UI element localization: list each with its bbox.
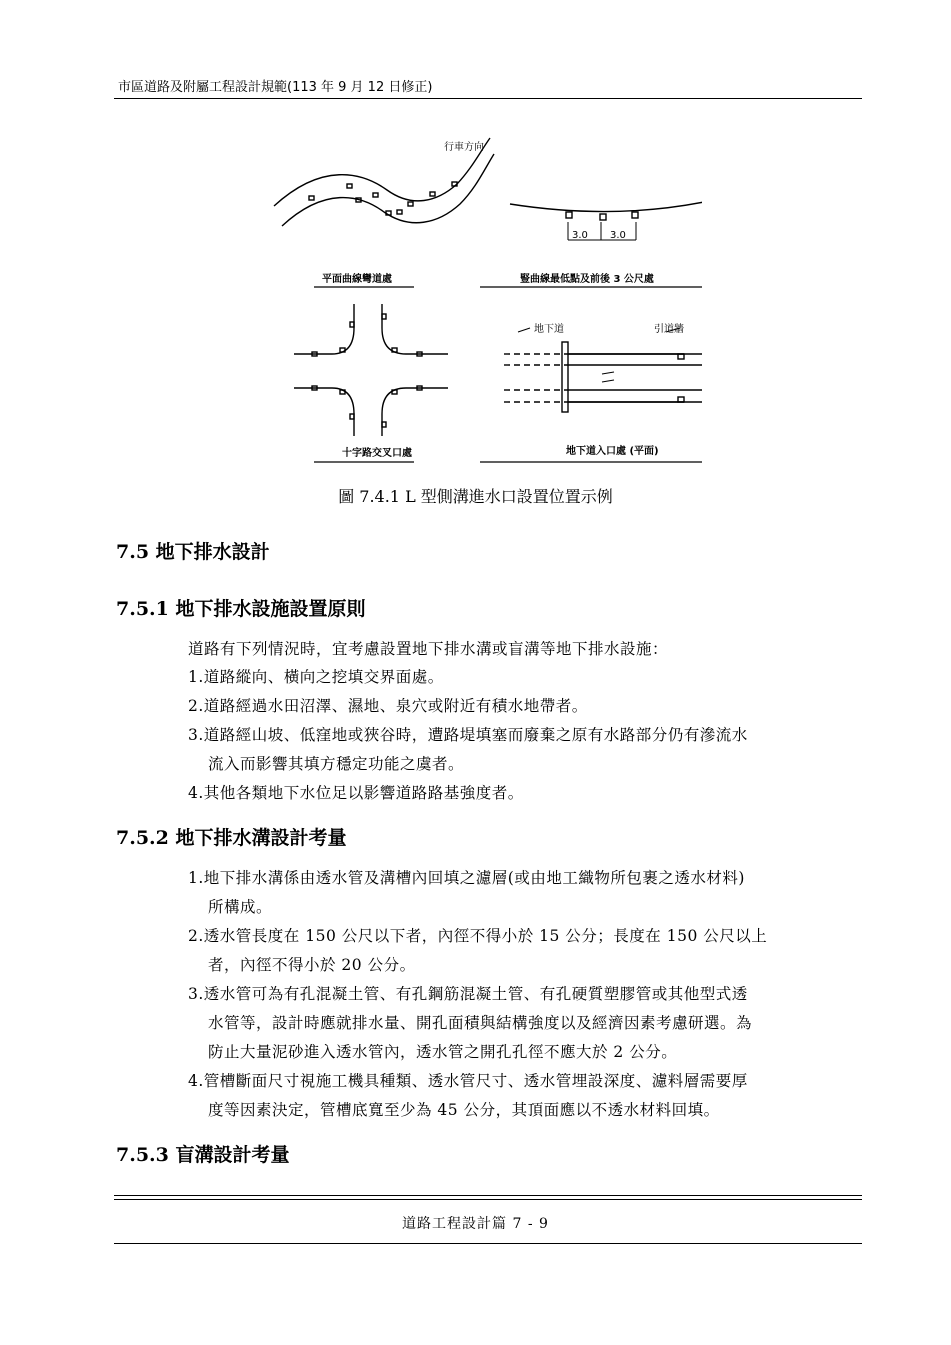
dimension-label-a: 3.0 [572,230,588,241]
section-heading-7-5: 7.5 地下排水設計 [116,541,270,563]
list-item-continuation: 防止大量泥砂進入透水管內，透水管之開孔孔徑不應大於 2 公分。 [208,1043,678,1061]
figure-7-4-1 [262,132,702,466]
list-item: 3.道路經山坡、低窪地或狹谷時，遭路堤填塞而廢棄之原有水路部分仍有滲流水 [188,726,748,744]
list-item: 4.其他各類地下水位足以影響道路路基強度者。 [188,784,524,802]
footer-rule-bottom [114,1243,862,1244]
list-item: 4.管槽斷面尺寸視施工機具種類、透水管尺寸、透水管埋設深度、濾料層需要厚 [188,1072,748,1090]
figure-caption: 圖 7.4.1 L 型側溝進水口設置位置示例 [338,487,613,506]
section-heading-7-5-2: 7.5.2 地下排水溝設計考量 [116,827,347,849]
list-item: 2.透水管長度在 150 公尺以下者，內徑不得小於 15 公分；長度在 150 公尺以上 [188,927,768,945]
underpass-entry-label: 地下道入口處 (平面) [566,446,659,457]
intersection-label: 十字路交叉口處 [342,448,412,459]
list-item: 1.地下排水溝係由透水管及溝槽內回填之濾層(或由地工織物所包裹之透水材料) [188,869,745,887]
list-item: 2.道路經過水田沼澤、濕地、泉穴或附近有積水地帶者。 [188,697,588,715]
footer-rule-top [114,1195,862,1196]
list-item-continuation: 所構成。 [208,898,273,916]
section-heading-7-5-3: 7.5.3 盲溝設計考量 [116,1144,290,1166]
underpass-label: 地下道 [534,324,564,335]
list-item-continuation: 水管等，設計時應就排水量、開孔面積與結構強度以及經濟因素考慮研選。為 [208,1014,753,1032]
approach-wall-label: 引道牆 [654,324,684,335]
footer-rule-top-double [114,1199,862,1200]
header-rule [114,98,862,99]
list-item-continuation: 者，內徑不得小於 20 公分。 [208,956,416,974]
list-item-continuation: 流入而影響其填方穩定功能之虞者。 [208,755,465,773]
inlet-location-diagram [262,132,702,466]
page-footer: 道路工程設計篇 7 - 9 [402,1216,549,1232]
paragraph-intro: 道路有下列情況時，宜考慮設置地下排水溝或盲溝等地下排水設施： [188,640,669,658]
running-header: 市區道路及附屬工程設計規範(113 年 9 月 12 日修正) [118,80,433,95]
list-item: 1.道路縱向、橫向之挖填交界面處。 [188,668,444,686]
list-item-continuation: 度等因素決定，管槽底寬至少為 45 公分，其頂面應以不透水材料回填。 [208,1101,720,1119]
vertical-curve-label: 豎曲線最低點及前後 3 公尺處 [520,274,654,285]
list-item: 3.透水管可為有孔混凝土管、有孔鋼筋混凝土管、有孔硬質塑膠管或其他型式透 [188,985,748,1003]
direction-label: 行車方向 [444,142,484,153]
dimension-label-b: 3.0 [610,230,626,241]
section-heading-7-5-1: 7.5.1 地下排水設施設置原則 [116,598,366,620]
plan-curve-label: 平面曲線彎道處 [322,274,392,285]
